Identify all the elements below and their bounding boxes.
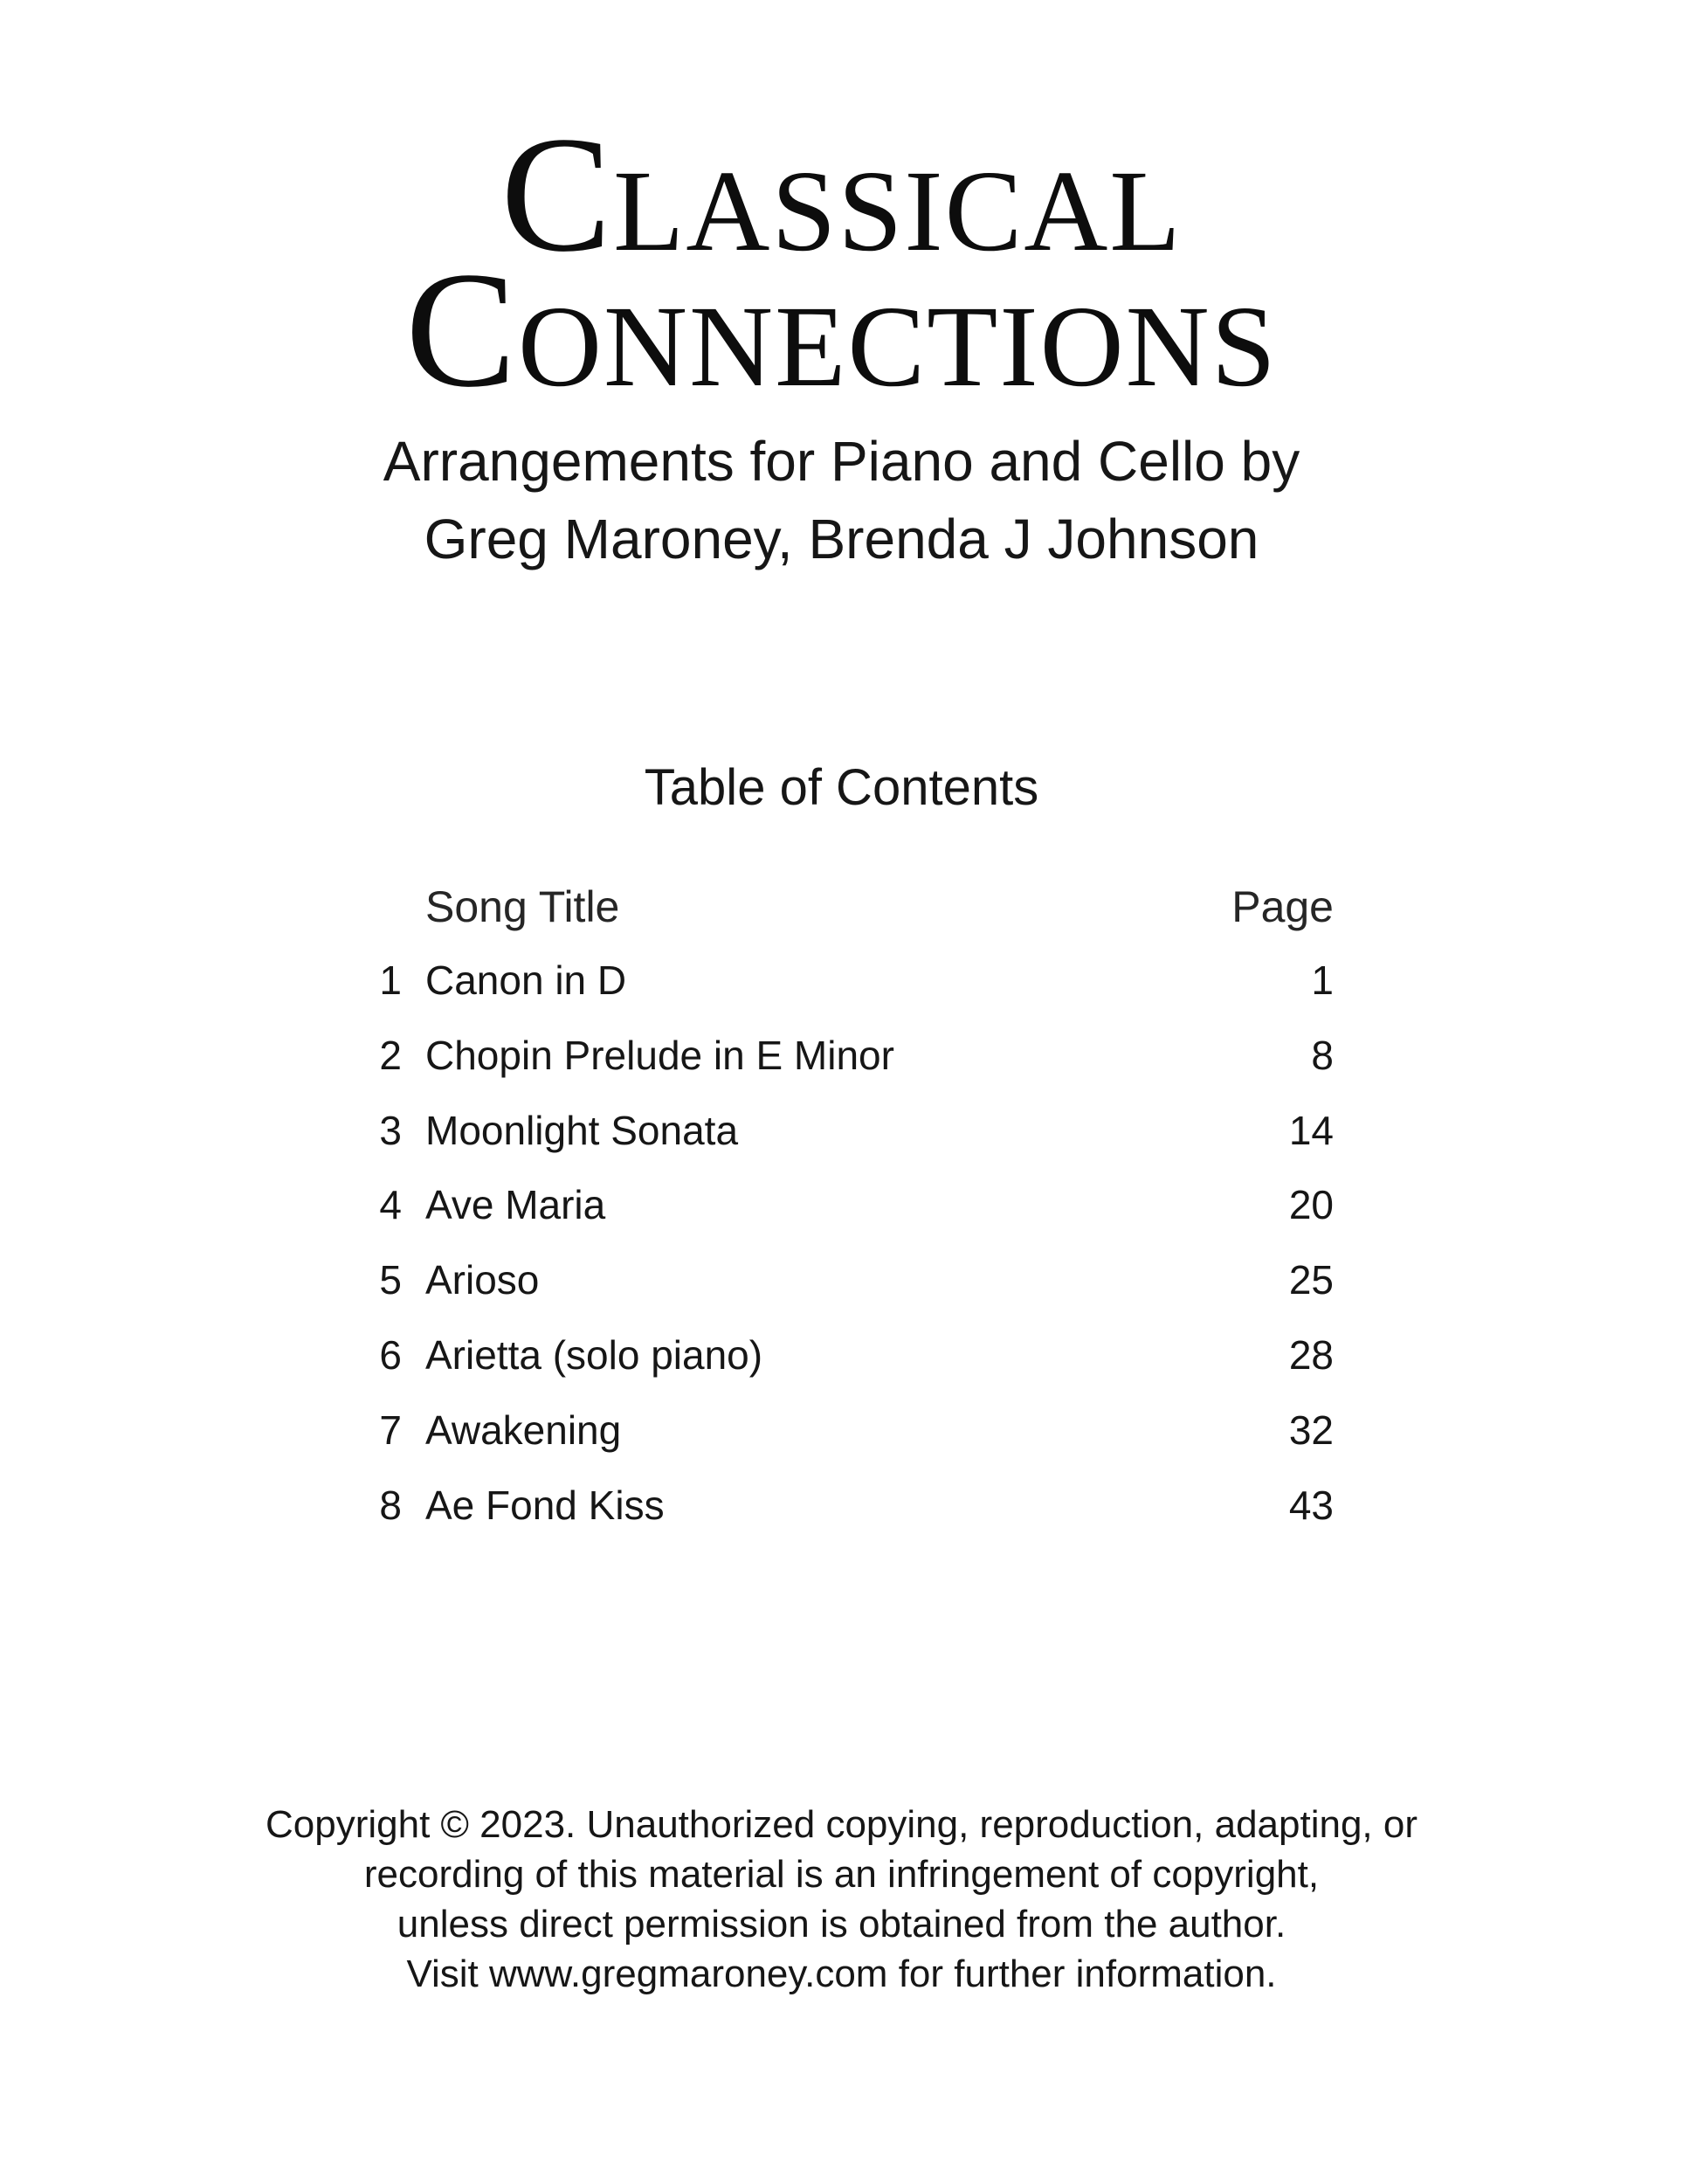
toc-column-header-title: Song Title (425, 882, 620, 931)
book-title-line-1: Classical (500, 103, 1183, 287)
toc-entry-title: Canon in D (425, 957, 627, 1003)
copyright-line-4: Visit www.gregmaroney.com for further information. (406, 1952, 1277, 1995)
toc-entry-title: Awakening (425, 1407, 622, 1453)
toc-entry-page: 25 (1288, 1257, 1334, 1303)
toc-entry-title: Arioso (425, 1257, 540, 1303)
toc-entry-page: 8 (1311, 1033, 1334, 1078)
subtitle-line-2: Greg Maroney, Brenda J Johnson (424, 508, 1259, 570)
toc-heading: Table of Contents (644, 759, 1039, 816)
toc-entry-page: 1 (1311, 957, 1334, 1003)
toc-entry-title: Ave Maria (425, 1182, 606, 1227)
toc-entry-page: 20 (1288, 1182, 1334, 1227)
toc-entry (0, 1104, 1683, 1157)
toc-entry (0, 1479, 1683, 1531)
toc-entry-page: 14 (1288, 1108, 1334, 1153)
copyright-line-3: unless direct permission is obtained from the author. (397, 1903, 1286, 1946)
toc-entry (0, 1329, 1683, 1381)
subtitle-line-1: Arrangements for Piano and Cello by (383, 430, 1300, 493)
toc-entry (0, 1254, 1683, 1306)
copyright-line-1: Copyright © 2023. Unauthorized copying, reproduction, adapting, or (265, 1803, 1417, 1846)
toc-entry-number: 4 (379, 1182, 402, 1227)
toc-entry-title: Moonlight Sonata (425, 1108, 739, 1153)
toc-entry (0, 1404, 1683, 1456)
toc-entry-number: 6 (379, 1332, 402, 1378)
toc-entry (0, 954, 1683, 1006)
toc-entry-title: Arietta (solo piano) (425, 1332, 763, 1378)
toc-column-header-page: Page (1231, 882, 1334, 931)
toc-entry-number: 2 (379, 1033, 402, 1078)
toc-entry-number: 8 (379, 1482, 402, 1528)
toc-entry-page: 28 (1288, 1332, 1334, 1378)
toc-entry-page: 43 (1288, 1482, 1334, 1528)
toc-entry-title: Chopin Prelude in E Minor (425, 1033, 894, 1078)
toc-entry-number: 5 (379, 1257, 402, 1303)
toc-entry (0, 1178, 1683, 1231)
toc-entry-page: 32 (1288, 1407, 1334, 1453)
toc-entry-number: 7 (379, 1407, 402, 1453)
toc-entry-number: 3 (379, 1108, 402, 1153)
copyright-line-2: recording of this material is an infringement of copyright, (363, 1853, 1320, 1896)
toc-entry-number: 1 (379, 957, 402, 1003)
toc-entry-title: Ae Fond Kiss (425, 1482, 665, 1528)
toc-entry (0, 1029, 1683, 1082)
book-title-line-2: Connections (405, 238, 1278, 422)
